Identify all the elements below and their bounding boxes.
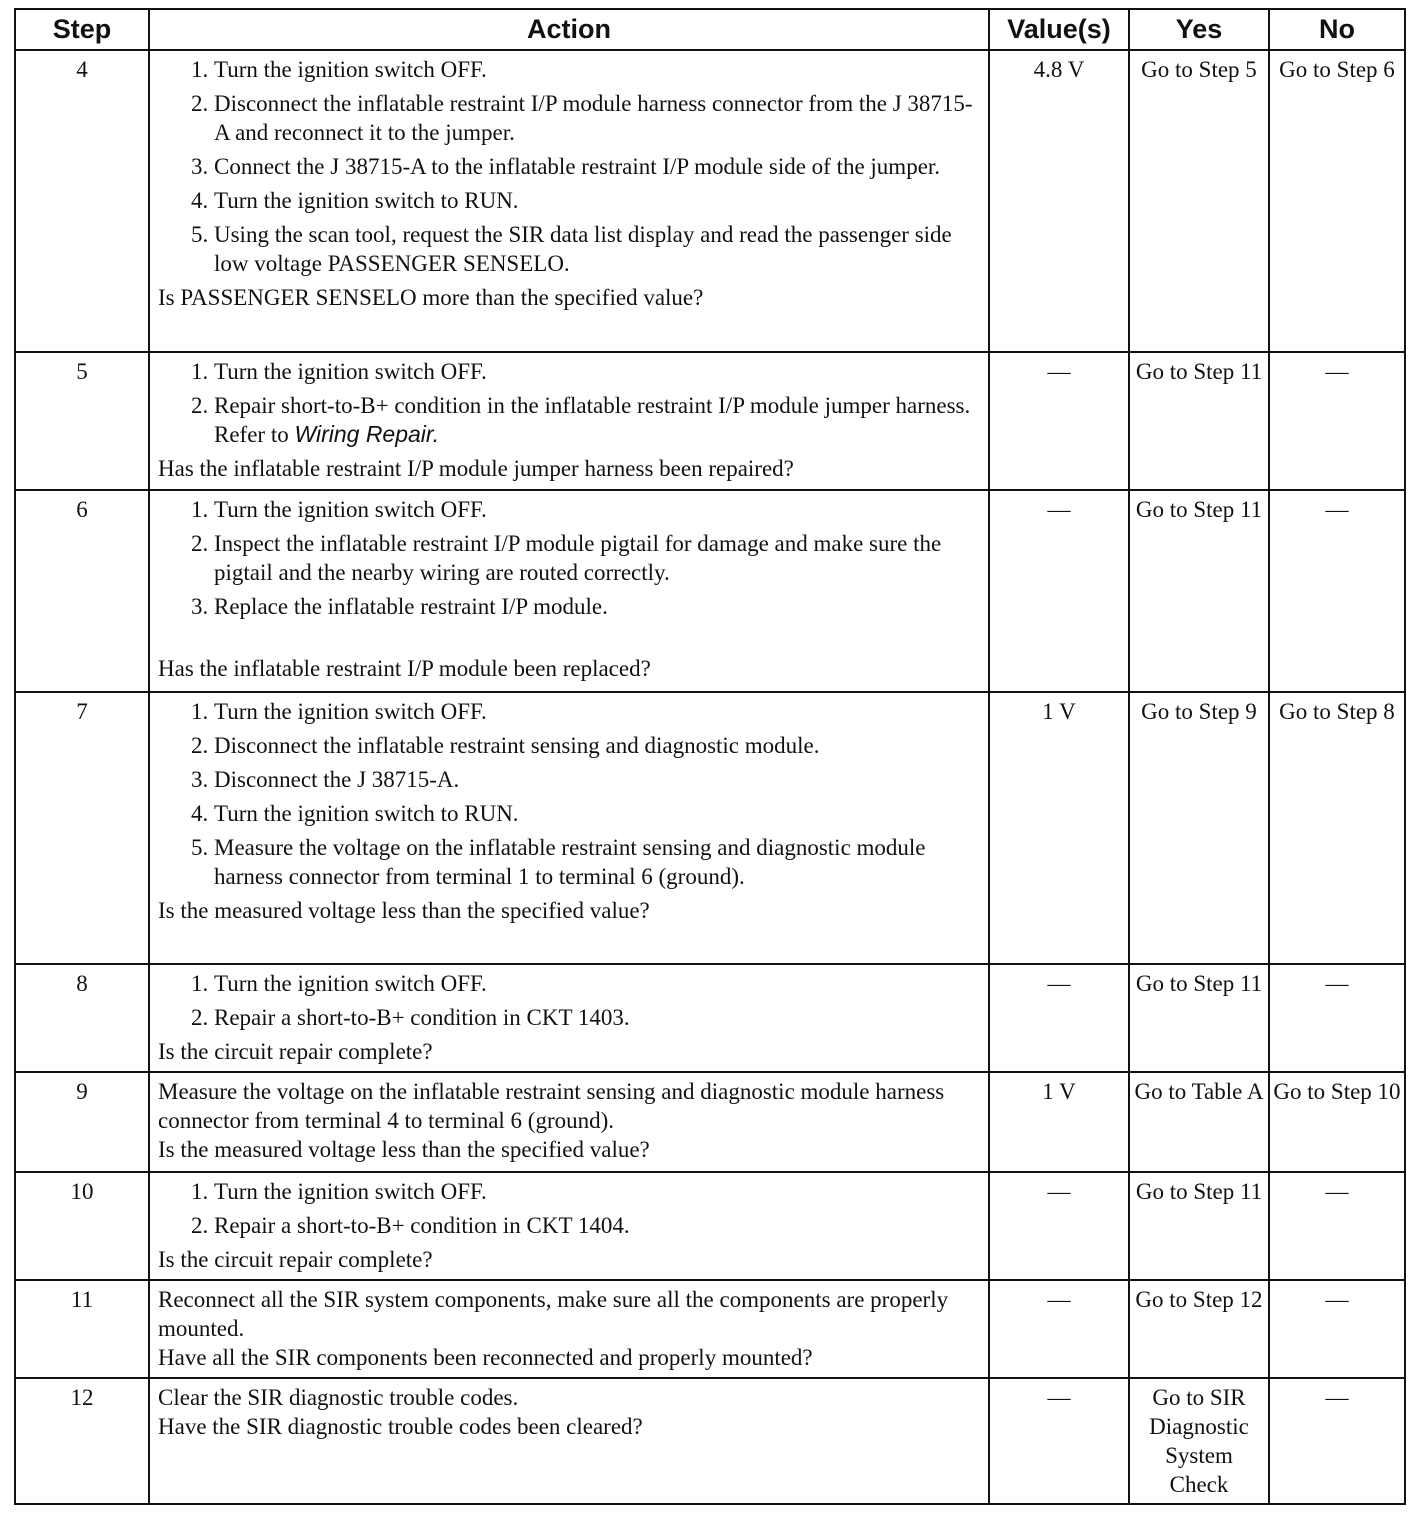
action-text: Measure the voltage on the inflatable restraint sensing and diagnostic module harness connector from terminal 4 to terminal 6 (ground). [158, 1079, 945, 1133]
action-cell [149, 50, 989, 352]
value-cell: 1 V [989, 692, 1129, 964]
list-item: 1. Turn the ignition switch OFF. [214, 697, 980, 726]
question-text: Is the circuit repair complete? [158, 1039, 433, 1064]
table-row [15, 1072, 1405, 1172]
yes-cell: Go to Step 11 [1129, 352, 1269, 490]
action-cell [149, 964, 989, 1072]
step-number: 9 [15, 1072, 149, 1172]
action-list [158, 55, 980, 278]
no-cell: — [1269, 490, 1405, 692]
action-list [158, 969, 980, 1032]
list-item: 3. Replace the inflatable restraint I/P module. [214, 592, 980, 621]
list-item: 4. Turn the ignition switch to RUN. [214, 799, 980, 828]
yes-cell: Go to Step 11 [1129, 1172, 1269, 1280]
table-row [15, 964, 1405, 1072]
no-cell: — [1269, 352, 1405, 490]
action-cell [149, 1072, 989, 1172]
list-item: 2. Repair a short-to-B+ condition in CKT 1404. [214, 1211, 980, 1240]
list-item: 1. Turn the ignition switch OFF. [214, 969, 980, 998]
action-cell [149, 1172, 989, 1280]
question-text: Have the SIR diagnostic trouble codes been cleared? [158, 1414, 643, 1439]
list-item: 2. Inspect the inflatable restraint I/P module pigtail for damage and make sure the pigtail and the nearby wiring are routed correctly. [214, 529, 980, 587]
list-item: 1. Turn the ignition switch OFF. [214, 1177, 980, 1206]
action-cell [149, 352, 989, 490]
step-number: 10 [15, 1172, 149, 1280]
yes-cell: Go to Step 11 [1129, 964, 1269, 1072]
header-yes: Yes [1129, 9, 1269, 50]
list-item: 1. Turn the ignition switch OFF. [214, 55, 980, 84]
step-number: 5 [15, 352, 149, 490]
table-row [15, 692, 1405, 964]
list-item: 2. Repair a short-to-B+ condition in CKT 1403. [214, 1003, 980, 1032]
question-text: Is the measured voltage less than the specified value? [158, 898, 650, 923]
list-item: 2. Disconnect the inflatable restraint I/P module harness connector from the J 38715-A and reconnect it to the jumper. [214, 89, 980, 147]
no-cell: — [1269, 964, 1405, 1072]
yes-cell: Go to Step 11 [1129, 490, 1269, 692]
list-item: 5. Using the scan tool, request the SIR data list display and read the passenger side low voltage PASSENGER SENSELO. [214, 220, 980, 278]
action-text: Clear the SIR diagnostic trouble codes. [158, 1385, 519, 1410]
diagnostic-table [14, 8, 1406, 1505]
diagnostic-table-page [14, 8, 1404, 1505]
no-cell: — [1269, 1172, 1405, 1280]
action-cell [149, 1378, 989, 1504]
action-list [158, 1177, 980, 1240]
step-number: 8 [15, 964, 149, 1072]
yes-cell: Go to SIR Diagnostic System Check [1129, 1378, 1269, 1504]
no-cell: — [1269, 1378, 1405, 1504]
list-item: 3. Disconnect the J 38715-A. [214, 765, 980, 794]
question-text: Have all the SIR components been reconnected and properly mounted? [158, 1345, 813, 1370]
step-number: 6 [15, 490, 149, 692]
question-text: Is the measured voltage less than the specified value? [158, 1137, 650, 1162]
value-cell: — [989, 1280, 1129, 1378]
header-row [15, 9, 1405, 50]
action-list [158, 495, 980, 621]
list-item: 1. Turn the ignition switch OFF. [214, 357, 980, 386]
step-number: 7 [15, 692, 149, 964]
action-list [158, 697, 980, 891]
list-item: 1. Turn the ignition switch OFF. [214, 495, 980, 524]
table-row [15, 1378, 1405, 1504]
yes-cell: Go to Table A [1129, 1072, 1269, 1172]
yes-cell: Go to Step 12 [1129, 1280, 1269, 1378]
action-cell [149, 692, 989, 964]
header-step: Step [15, 9, 149, 50]
value-cell: — [989, 964, 1129, 1072]
value-cell: — [989, 1378, 1129, 1504]
action-text: Reconnect all the SIR system components, make sure all the components are properly mounted. [158, 1287, 949, 1341]
table-row [15, 1172, 1405, 1280]
no-cell: Go to Step 8 [1269, 692, 1405, 964]
value-cell: — [989, 352, 1129, 490]
yes-cell: Go to Step 5 [1129, 50, 1269, 352]
value-cell: 4.8 V [989, 50, 1129, 352]
list-item: 4. Turn the ignition switch to RUN. [214, 186, 980, 215]
value-cell: — [989, 490, 1129, 692]
value-cell: — [989, 1172, 1129, 1280]
action-list [158, 357, 980, 449]
value-cell: 1 V [989, 1072, 1129, 1172]
table-row [15, 1280, 1405, 1378]
question-text: Is the circuit repair complete? [158, 1247, 433, 1272]
list-item: 5. Measure the voltage on the inflatable restraint sensing and diagnostic module harness connector from terminal 1 to terminal 6 (ground). [214, 833, 980, 891]
no-cell: — [1269, 1280, 1405, 1378]
table-row [15, 352, 1405, 490]
action-cell [149, 1280, 989, 1378]
action-cell [149, 490, 989, 692]
no-cell: Go to Step 6 [1269, 50, 1405, 352]
table-row [15, 50, 1405, 352]
header-values: Value(s) [989, 9, 1129, 50]
list-item: 2. Disconnect the inflatable restraint sensing and diagnostic module. [214, 731, 980, 760]
yes-cell: Go to Step 9 [1129, 692, 1269, 964]
header-no: No [1269, 9, 1405, 50]
question-text: Has the inflatable restraint I/P module jumper harness been repaired? [158, 456, 794, 481]
list-item-text: Repair short-to-B+ condition in the inflatable restraint I/P module jumper harness. Refer to [214, 393, 971, 447]
step-number: 4 [15, 50, 149, 352]
list-item [214, 391, 980, 449]
question-text: Has the inflatable restraint I/P module been replaced? [158, 656, 651, 681]
header-action: Action [149, 9, 989, 50]
step-number: 12 [15, 1378, 149, 1504]
question-text: Is PASSENGER SENSELO more than the specified value? [158, 285, 704, 310]
no-cell: Go to Step 10 [1269, 1072, 1405, 1172]
list-item: 3. Connect the J 38715-A to the inflatable restraint I/P module side of the jumper. [214, 152, 980, 181]
wiring-repair-reference: Wiring Repair. [294, 421, 440, 447]
spacer [158, 626, 980, 654]
step-number: 11 [15, 1280, 149, 1378]
table-row [15, 490, 1405, 692]
